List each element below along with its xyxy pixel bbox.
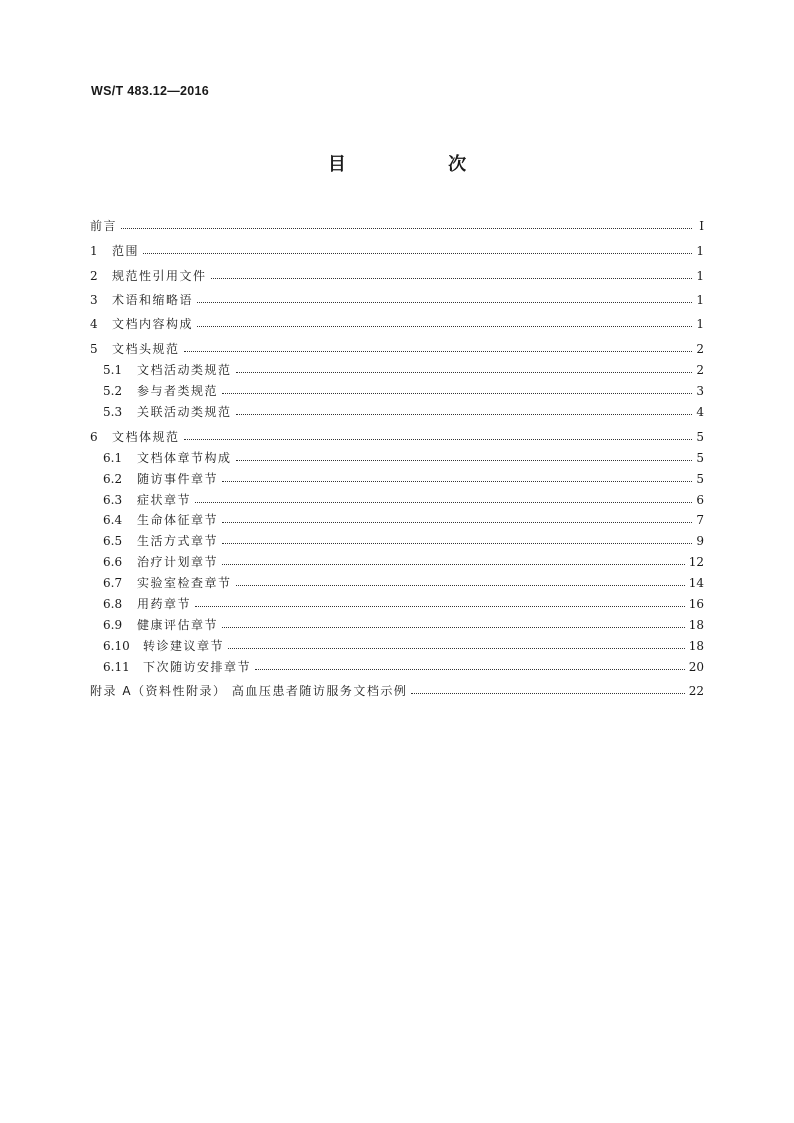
toc-entry-4[interactable] [90,315,704,333]
toc-entry-label: 生命体征章节 [137,513,219,527]
toc-entry-page: 1 [696,293,704,307]
toc-entry-6-1[interactable] [90,449,704,467]
toc-entry-number: 6 [90,430,98,444]
toc-entry-6-7[interactable] [90,574,704,592]
toc-entry-3[interactable] [90,291,704,309]
dot-leader [222,563,685,565]
toc-entry-2[interactable] [90,267,704,285]
toc-entry-number: 5.1 [103,363,123,377]
toc-entry-number: 6.3 [103,493,123,507]
toc-entry-page: 1 [696,244,704,258]
toc-entry-label: 前言 [90,219,118,233]
toc-entry-6-5[interactable] [90,532,704,550]
toc-entry-6[interactable] [90,428,704,446]
toc-entry-page: 18 [688,618,704,632]
toc-entry-page: 16 [688,597,704,611]
page-title: 目 次 [327,154,515,175]
toc-entry-number: 5.3 [103,405,123,419]
dot-leader [222,542,692,544]
toc-entry-label: 文档体规范 [112,430,180,444]
toc-entry-page: 6 [696,493,704,507]
dot-leader [195,605,685,607]
toc-entry-page: 2 [696,342,704,356]
toc-entry-page: 1 [696,269,704,283]
toc-entry-page: 3 [696,384,704,398]
toc-entry-number: 5 [90,342,98,356]
toc-entry-label: 规范性引用文件 [112,269,207,283]
toc-entry-page: 9 [696,534,704,548]
toc-entry-6-3[interactable] [90,491,704,509]
dot-leader [411,692,684,694]
toc-entry-1[interactable] [90,242,704,260]
toc-entry-page: 14 [688,576,704,590]
toc-entry-label: 随访事件章节 [137,472,219,486]
toc-entry-number: 2 [90,269,98,283]
toc-entry-number: 6.1 [103,451,123,465]
toc-entry-page: 18 [688,639,704,653]
toc-entry-label: 文档活动类规范 [137,363,232,377]
toc-entry-page: 7 [696,513,704,527]
toc-entry-6-2[interactable] [90,470,704,488]
toc-entry-5-3[interactable] [90,403,704,421]
dot-leader [121,227,692,229]
toc-entry-label: 转诊建议章节 [143,639,225,653]
toc-entry-page: 2 [696,363,704,377]
toc-entry-page: 5 [696,451,704,465]
toc-entry-6-4[interactable] [90,511,704,529]
toc-entry-number: 3 [90,293,98,307]
toc-entry-number: 6.9 [103,618,123,632]
dot-leader [228,647,685,649]
dot-leader [236,371,692,373]
toc-entry-page: 22 [688,684,704,698]
toc-entry-6-8[interactable] [90,595,704,613]
toc-entry-number: 6.2 [103,472,123,486]
toc-entry-label: 文档内容构成 [112,317,194,331]
dot-leader [222,626,685,628]
toc-entry-number: 6.4 [103,513,123,527]
toc-entry-6-9[interactable] [90,616,704,634]
toc-entry-6-6[interactable] [90,553,704,571]
toc-entry-label: 范围 [112,244,140,258]
toc-entry-label: 文档体章节构成 [137,451,232,465]
toc-entry-label: 关联活动类规范 [137,405,232,419]
toc-entry-page: Ⅰ [699,219,704,233]
toc-entry-label: 实验室检查章节 [137,576,232,590]
toc-entry-6-11[interactable] [90,658,704,676]
document-code: WS/T 483.12—2016 [91,84,210,98]
toc-entry-foreword[interactable] [90,217,704,235]
toc-entry-page: 1 [696,317,704,331]
dot-leader [197,325,692,327]
toc-entry-5-2[interactable] [90,382,704,400]
toc-entry-5-1[interactable] [90,361,704,379]
toc-entry-number: 6.8 [103,597,123,611]
toc-entry-5[interactable] [90,340,704,358]
toc-entry-number: 6.7 [103,576,123,590]
toc-entry-number: 5.2 [103,384,123,398]
dot-leader [197,301,692,303]
dot-leader [143,252,692,254]
toc-entry-appendix-a[interactable] [90,682,704,700]
toc-entry-number: 6.5 [103,534,123,548]
toc-entry-page: 12 [688,555,704,569]
toc-entry-label: 用药章节 [137,597,192,611]
dot-leader [236,459,692,461]
toc-entry-label: 文档头规范 [112,342,180,356]
toc-entry-page: 5 [696,430,704,444]
dot-leader [236,413,692,415]
toc-entry-page: 5 [696,472,704,486]
toc-entry-number: 6.11 [103,660,130,674]
toc-entry-label: 下次随访安排章节 [143,660,252,674]
toc-entry-page: 4 [696,405,704,419]
toc-entry-number: 6.6 [103,555,123,569]
dot-leader [184,350,692,352]
toc-entry-number: 4 [90,317,98,331]
dot-leader [195,501,692,503]
dot-leader [222,480,692,482]
dot-leader [222,392,692,394]
toc-entry-label: 健康评估章节 [137,618,219,632]
toc-entry-label: 生活方式章节 [137,534,219,548]
toc-entry-page: 20 [688,660,704,674]
dot-leader [255,668,685,670]
toc-entry-number: 1 [90,244,98,258]
dot-leader [211,277,692,279]
dot-leader [236,584,685,586]
toc-entry-label: 症状章节 [137,493,192,507]
toc-entry-label: 治疗计划章节 [137,555,219,569]
toc-entry-label: 附录 A（资料性附录） 高血压患者随访服务文档示例 [90,684,408,698]
dot-leader [184,438,692,440]
toc-entry-label: 术语和缩略语 [112,293,194,307]
toc-entry-number: 6.10 [103,639,130,653]
toc-entry-6-10[interactable] [90,637,704,655]
toc-entry-label: 参与者类规范 [137,384,219,398]
dot-leader [222,521,692,523]
